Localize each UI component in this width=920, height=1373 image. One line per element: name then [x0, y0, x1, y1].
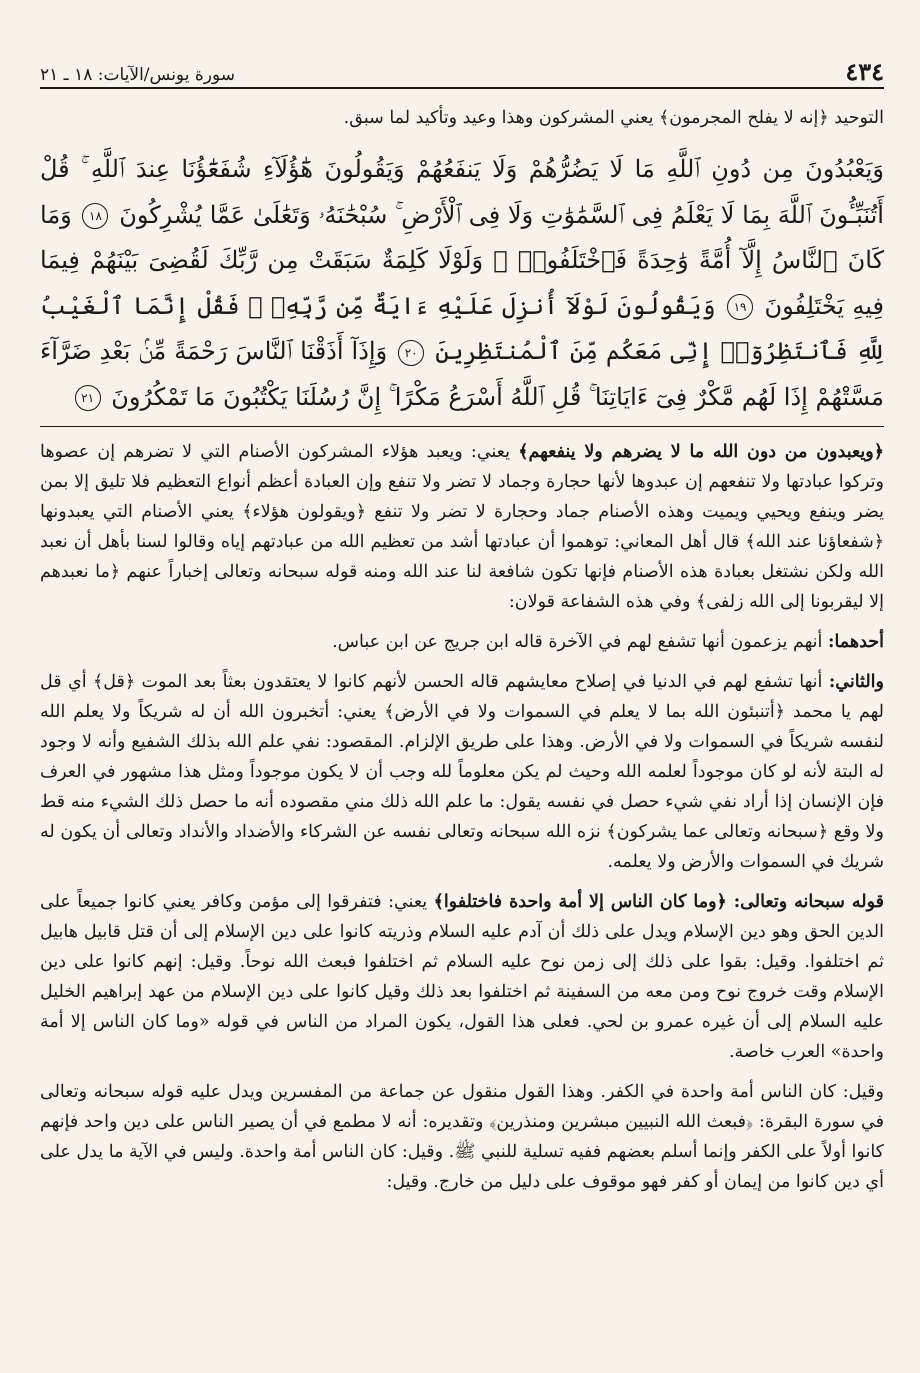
paragraph-body: وقيل: كان الناس أمة واحدة في الكفر. وهذا القول منقول عن جماعة من المفسرين ويدل عليه قوله سبحانه وتعالى في سورة البقرة: ﴿فبعث الله النبيين مبشرين ومنذرين﴾ وتقديره: أنه لا مطمع في أن يصير الناس على دين واحد فإنهم كانوا أولاً على الكفر وإنما أسلم بعضهم ففيه تسلية للنبي ﷺ. وقيل: كان الناس أمة واحدة. وليس في الآية ما يدل على أي دين كانوا من إيمان أو كفر فهو موقوف على دليل من خارج. وقيل:: [40, 1082, 884, 1192]
commentary-paragraph: [40, 1077, 884, 1197]
paragraph-lead: ﴿ويعبدون من دون الله ما لا يضرهم ولا ينفعهم﴾: [518, 442, 884, 462]
verse-18-number: ١٨: [82, 203, 108, 229]
verse-20-text: وَيَقُولُونَ لَوْلَآ أُنزِلَ عَلَيْهِ ءَايَةٌ مِّن رَّبِّهِۦ ۖ فَقُلْ إِنَّمَا ٱلْغَيْبُ لِلَّهِ فَٱنتَظِرُوٓا۟ إِنِّى مَعَكُم مِّنَ ٱلْمُنتَظِرِينَ: [40, 291, 884, 365]
verse-19-number: ١٩: [727, 294, 753, 320]
verse-20-number: ٢٠: [398, 340, 424, 366]
commentary-paragraph: [40, 667, 884, 877]
paragraph-lead: أحدهما:: [827, 632, 884, 652]
intro-paragraph: التوحيد ﴿إنه لا يفلح المجرمون﴾ يعني المشركون وهذا وعيد وتأكيد لما سبق.: [343, 108, 884, 128]
page-number: ٤٣٤: [845, 57, 884, 86]
paragraph-body: يعني: فتفرقوا إلى مؤمن وكافر يعني كانوا جميعاً على الدين الحق وهو دين الإسلام ويدل على ذلك أن آدم عليه السلام وذريته كانوا على دين الإسلام إلى أن قتل قابيل هابيل ثم اختلفوا. وقيل: بقوا على ذلك إلى زمن نوح عليه السلام ثم اختلفوا فبعث الله نوحاً. وقيل: إنهم كانوا على دين الإسلام وقت خروج نوح ومن معه من السفينة ثم اختلفوا بعد ذلك وقيل كانوا على دين الإسلام من عهد إبراهيم الخليل عليه السلام إلى أن غيره عمرو بن لحي. فعلى هذا القول، يكون المراد من الناس في قوله «وما كان الناس إلا أمة واحدة» العرب خاصة.: [40, 892, 884, 1062]
commentary: [40, 437, 884, 1197]
running-head: سورة يونس/الآيات: ١٨ ـ ٢١: [40, 65, 235, 85]
commentary-paragraph: [40, 437, 884, 617]
verse-21-number: ٢١: [75, 385, 101, 411]
verse-18-text: وَيَعْبُدُونَ مِن دُونِ ٱللَّهِ مَا لَا يَضُرُّهُمْ وَلَا يَنفَعُهُمْ وَيَقُولُونَ هَٰٓؤُلَآءِ شُفَعَٰٓؤُنَا عِندَ ٱللَّهِ ۚ قُلْ أَتُنَبِّـُٔونَ ٱللَّهَ بِمَا لَا يَعْلَمُ فِى ٱلسَّمَٰوَٰتِ وَلَا فِى ٱلْأَرْضِ ۚ سُبْحَٰنَهُۥ وَتَعَٰلَىٰ عَمَّا يُشْرِكُونَ: [40, 155, 884, 229]
verse-21-text: وَإِذَآ أَذَقْنَا ٱلنَّاسَ رَحْمَةً مِّنۢ بَعْدِ ضَرَّآءَ مَسَّتْهُمْ إِذَا لَهُم مَّكْرٌ فِىٓ ءَايَاتِنَا ۚ قُلِ ٱللَّهُ أَسْرَعُ مَكْرًا ۚ إِنَّ رُسُلَنَا يَكْتُبُونَ مَا تَمْكُرُونَ: [40, 337, 884, 411]
verse-19-text: وَمَا كَانَ ٱلنَّاسُ إِلَّآ أُمَّةً وَٰحِدَةً فَٱخْتَلَفُوا۟ ۚ وَلَوْلَا كَلِمَةٌ سَبَقَتْ مِن رَّبِّكَ لَقُضِىَ بَيْنَهُمْ فِيمَا فِيهِ يَخْتَلِفُونَ: [40, 200, 885, 320]
quran-verses-block: [40, 147, 884, 427]
paragraph-body: يعني: ويعبد هؤلاء المشركون الأصنام التي لا تضرهم إن عصوها وتركوا عبادتها ولا تنفعهم إن عبدوها لأنها حجارة وجماد لا تضر ولا تنفع وإن العبادة أعظم أنواع التعظيم فلا تليق إلا بمن يضر وينفع ويحيي ويميت وهذه الأصنام جماد وحجارة لا تضر ولا تنفع ﴿ويقولون هؤلاء﴾ يعني الأصنام التي يعبدونها ﴿شفعاؤنا عند الله﴾ قال أهل المعاني: توهموا أن عبادتها أشد من تعظيم الله من عبادتهم إياه وقالوا لسنا بأهل أن نعبد الله ولكن نشتغل بعبادة هذه الأصنام فإنها تكون شافعة لنا عند الله ومنه قوله سبحانه وتعالى إخباراً عنهم ﴿ما نعبدهم إلا ليقربونا إلى الله زلفى﴾ وفي هذه الشفاعة قولان:: [40, 442, 884, 612]
paragraph-body: أنها تشفع لهم في الدنيا في إصلاح معايشهم قاله الحسن لأنهم كانوا لا يعتقدون بعثاً بعد الموت ﴿قل﴾ أي قل لهم يا محمد ﴿أتنبئون الله بما لا يعلم في السموات ولا في الأرض﴾ يعني: أتخبرون الله أن له شريكاً ولا يعلم الله لنفسه شريكاً في السموات ولا في الأرض. وهذا على طريق الإلزام. المقصود: نفي علم الله بذلك الشفيع وأنه لا وجود له البتة لأنه لو كان موجوداً لعلمه الله وحيث لم يكن معلوماً لله وجب أن لا يكون موجوداً ومثل هذا مشهور في العرف فإن الإنسان إذا أراد نفي شيء حصل في نفسه يقول: ما علم الله ذلك مني مقصوده أنه ما حصل ذلك الشيء منه قط ولا وقع ﴿سبحانه وتعالى عما يشركون﴾ نزه الله سبحانه وتعالى نفسه عن الشركاء والأضداد والأنداد وتعالى أن يكون له شريك في السموات والأرض ولا يعلمه.: [40, 672, 884, 872]
paragraph-body: أنهم يزعمون أنها تشفع لهم في الآخرة قاله ابن جريج عن ابن عباس.: [332, 632, 828, 652]
commentary-paragraph: [40, 627, 884, 657]
paragraph-lead: والثاني:: [828, 672, 884, 692]
page-header: [40, 48, 884, 89]
paragraph-lead: قوله سبحانه وتعالى: ﴿وما كان الناس إلا أمة واحدة فاختلفوا﴾: [433, 892, 884, 912]
commentary-paragraph: [40, 887, 884, 1067]
